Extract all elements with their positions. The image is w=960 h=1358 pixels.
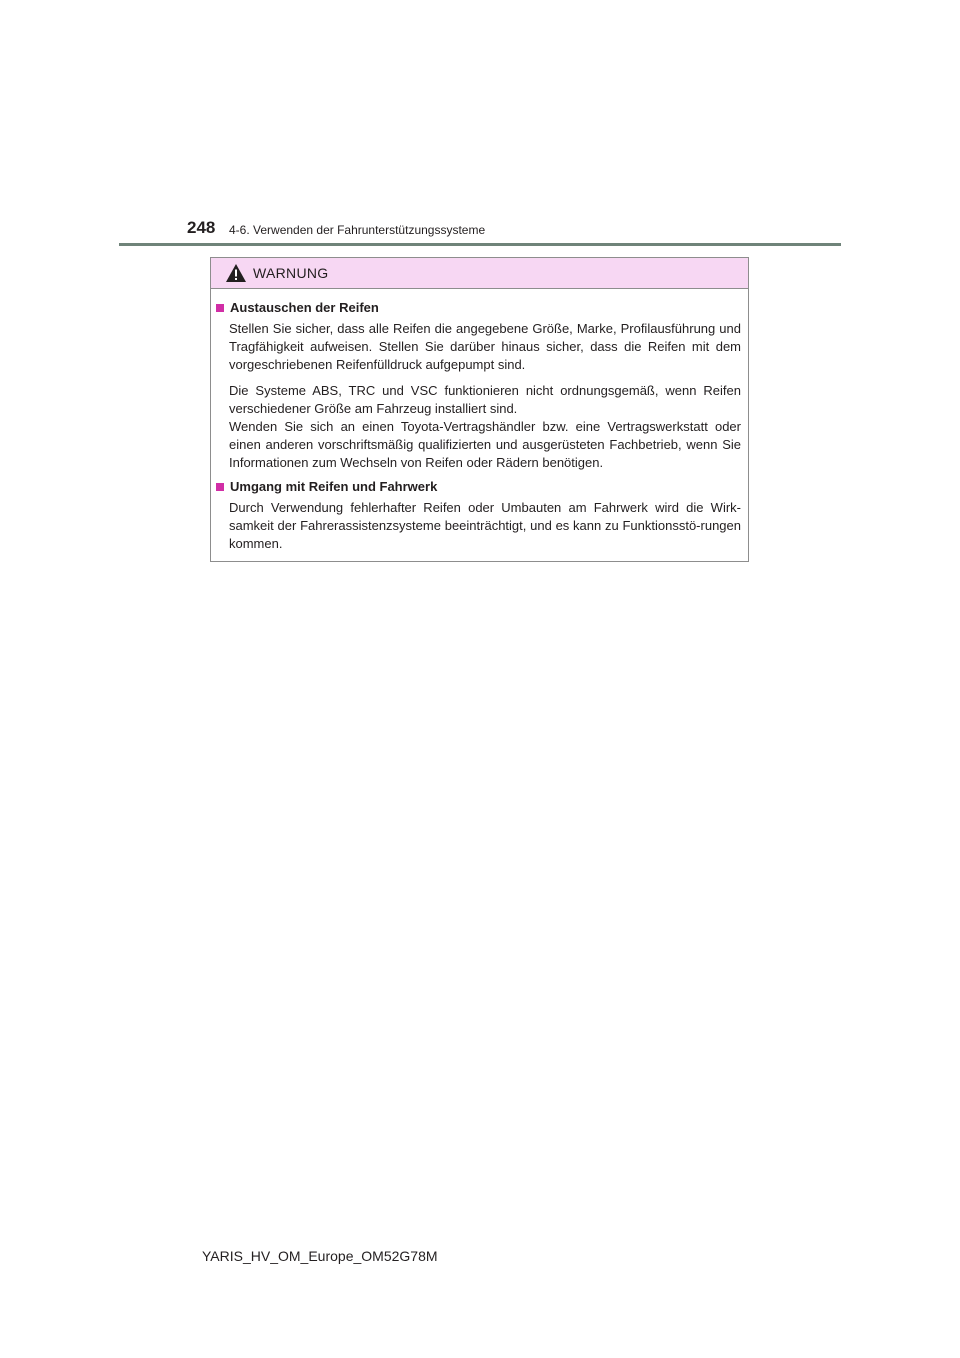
paragraph: Wenden Sie sich an einen Toyota-Vertragshändler bzw. eine Vertragswerkstatt oder einen anderen vorschriftsmäßig qualifizierten und ausgerüsteten Fachbetrieb, wenn Sie Informationen zum Wechseln von Reifen oder Rädern benötigen. (229, 419, 741, 470)
warning-box (210, 257, 749, 562)
section-title: 4-6. Verwenden der Fahrunterstützungssysteme (229, 223, 486, 237)
square-bullet-icon (216, 304, 224, 312)
topic-tires-suspension (216, 478, 741, 553)
topic-heading-text: Austauschen der Reifen (230, 300, 379, 315)
warning-body (216, 299, 741, 556)
page-number: 248 (187, 218, 216, 237)
topic-tire-replacement (216, 299, 741, 472)
warning-header (211, 258, 748, 289)
paragraph: Die Systeme ABS, TRC und VSC funktionieren nicht ordnungsgemäß, wenn Reifen verschiedener Größe am Fahrzeug installiert sind. (229, 383, 741, 416)
topic-heading-text: Umgang mit Reifen und Fahrwerk (230, 479, 438, 494)
paragraph: Durch Verwendung fehlerhafter Reifen oder Umbauten am Fahrwerk wird die Wirk-samkeit der Fahrerassistenzsysteme beeinträchtigt, und es kann zu Funktionsstö-rungen kommen. (229, 500, 741, 551)
topic-heading (216, 478, 741, 496)
paragraph: Stellen Sie sicher, dass alle Reifen die angegebene Größe, Marke, Profilausführung und Tragfähigkeit aufweisen. Stellen Sie darüber hinaus sicher, dass die Reifen mit dem vorgeschriebenen Reifenfülldruck aufgepumpt sind. (229, 321, 741, 372)
warning-title: WARNUNG (253, 265, 329, 281)
warning-triangle-icon (225, 263, 247, 283)
topic-heading (216, 299, 741, 317)
square-bullet-icon (216, 483, 224, 491)
document-code: YARIS_HV_OM_Europe_OM52G78M (202, 1248, 438, 1264)
header-divider (119, 243, 841, 246)
